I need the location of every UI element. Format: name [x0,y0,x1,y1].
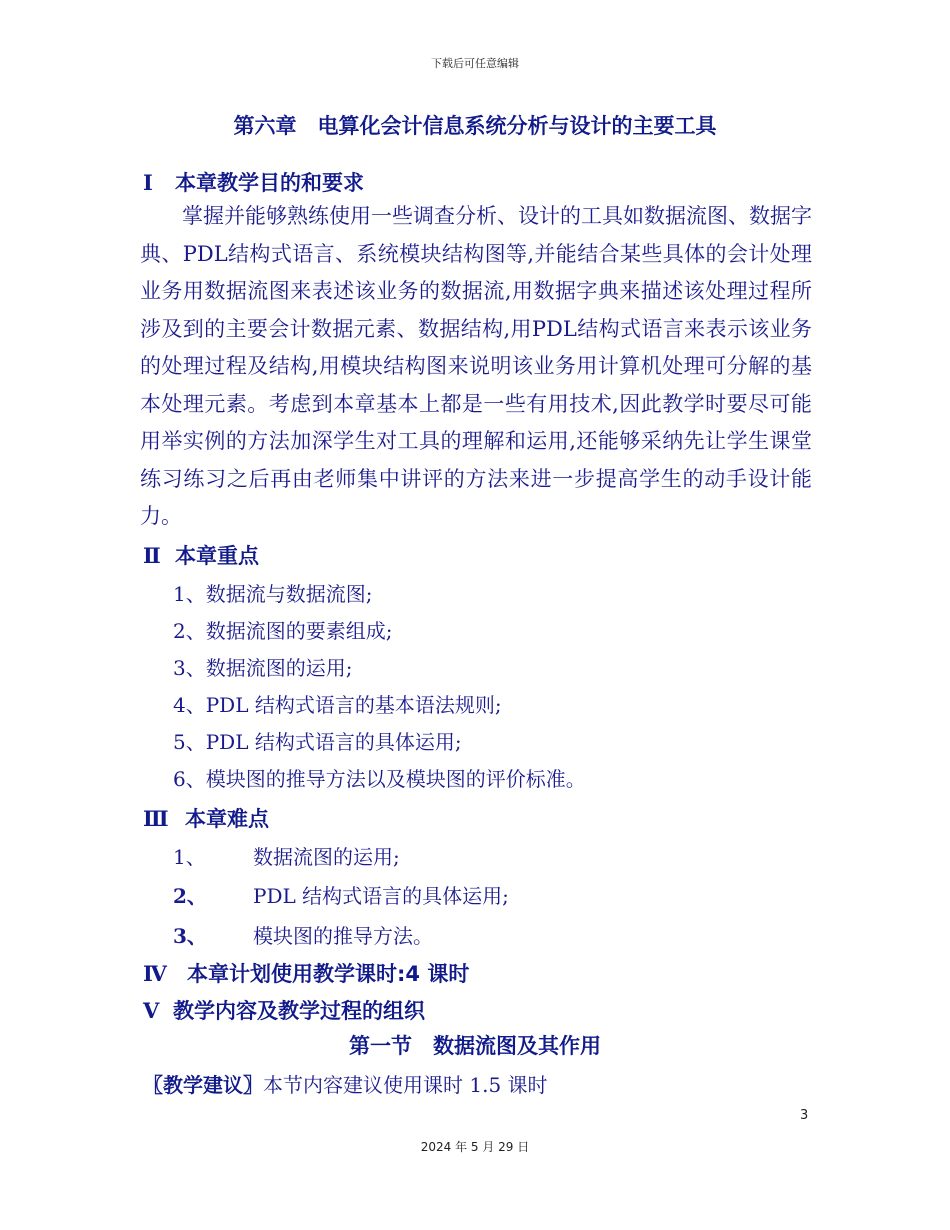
difficulty-item-number: 2、 [173,884,207,908]
key-point-item-4: 4、PDL 结构式语言的基本语法规则; [173,693,502,717]
section-1-title: 本章教学目的和要求 [175,171,364,195]
difficulty-item-text: 模块图的推导方法。 [253,924,433,948]
teaching-suggestion [143,1069,548,1098]
section-3-heading [143,803,269,833]
page-number: 3 [800,1108,809,1123]
section-2-heading [143,540,259,570]
section-1-number: Ⅰ [143,170,153,195]
section-4-title: 本章计划使用教学课时:4 课时 [187,962,470,986]
key-point-item-5: 5、PDL 结构式语言的具体运用; [173,730,462,754]
footer-date: 2024 年 5 月 29 日 [420,1140,530,1154]
difficulty-item-number: 3、 [173,924,207,948]
key-point-item-3: 3、数据流图的运用; [173,656,353,680]
header-note: 下载后可任意编辑 [431,57,519,70]
suggestion-text: 本节内容建议使用课时 1.5 课时 [263,1073,548,1097]
difficulty-item-text: 数据流图的运用; [253,845,400,869]
section-5-title: 教学内容及教学过程的组织 [173,999,425,1023]
chapter-title: 第六章 电算化会计信息系统分析与设计的主要工具 [233,114,717,138]
key-point-item-2: 2、数据流图的要素组成; [173,619,393,643]
section-2-title: 本章重点 [175,544,259,568]
section-5-number: Ⅴ [143,998,160,1023]
section-1-paragraph: 掌握并能够熟练使用一些调查分析、设计的工具如数据流图、数据字典、PDL结构式语言、系统模块结构图等,并能结合某些具体的会计处理业务用数据流图来表述该业务的数据流,用数据字典来描述该处理过程所涉及到的主要会计数据元素、数据结构,用PDL结构式语言来表示该业务的处理过程及结构,用模块结构图来说明该业务用计算机处理可分解的基本处理元素。考虑到本章基本上都是一些有用技术,因此教学时要尽可能用举实例的方法加深学生对工具的理解和运用,还能够采纳先让学生课堂练习练习之后再由老师集中讲评的方法来进一步提高学生的动手设计能力。 [140,204,812,528]
key-point-item-6: 6、模块图的推导方法以及模块图的评价标准。 [173,767,586,791]
key-point-item-1: 1、数据流与数据流图; [173,582,373,606]
section-5-heading [143,995,425,1025]
section-4-number: Ⅳ [143,961,167,986]
difficulty-item-text: PDL 结构式语言的具体运用; [253,884,509,908]
difficulty-item-number: 1、 [173,845,206,869]
section-2-number: Ⅱ [143,543,161,568]
difficulty-item-1 [173,841,400,870]
difficulty-item-3 [173,920,433,949]
section-3-number: Ⅲ [143,806,169,831]
section-3-title: 本章难点 [185,807,269,831]
section-4-heading [143,958,469,988]
suggestion-label: 〖教学建议〗 [143,1073,263,1097]
difficulty-item-2 [173,880,509,909]
section-1-heading [143,167,364,197]
subsection-title: 第一节 数据流图及其作用 [349,1034,601,1058]
